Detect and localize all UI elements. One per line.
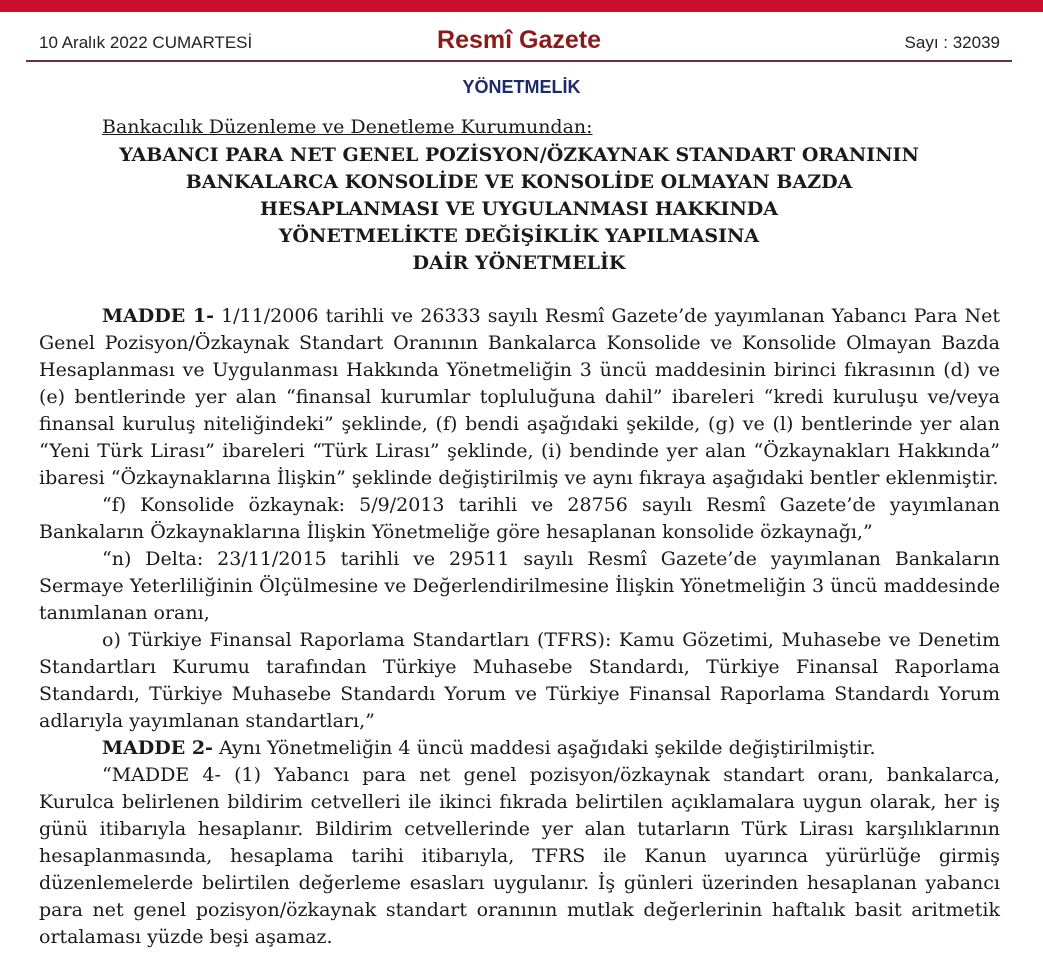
paragraph-f: “f) Konsolide özkaynak: 5/9/2013 tarihli ve 28756 sayılı Resmî Gazete’de yayımlanan Bankaların Özkaynaklarına İlişkin Yönetmeliğe göre hesaplanan konsolide özkaynağı,” (39, 494, 1000, 543)
issuing-authority: Bankacılık Düzenleme ve Denetleme Kurumundan: (102, 116, 593, 138)
regulation-title (38, 142, 1000, 277)
paragraph-o: o) Türkiye Finansal Raporlama Standartları (TFRS): Kamu Gözetimi, Muhasebe ve Denetim Standartları Kurumu tarafından Türkiye Muhasebe Standardı, Türkiye Finansal Raporlama Standardı, Türkiye Muhasebe Standardı Yorum ve Türkiye Finansal Raporlama Standardı Yorum adlarıyla yayımlanan standartları,” (39, 629, 1000, 732)
article-1-label: MADDE 1- (102, 305, 214, 327)
regulation-body (39, 303, 1000, 951)
top-accent-bar (0, 0, 1043, 12)
regulation-title-line: BANKALARCA KONSOLİDE VE KONSOLİDE OLMAYAN BAZDA (185, 171, 853, 193)
issue-number: Sayı : 32039 (904, 33, 1000, 52)
paragraph-madde-4: “MADDE 4- (1) Yabancı para net genel pozisyon/özkaynak standart oranı, bankalarca, Kurulca belirlenen bildirim cetvelleri ile ikinci fıkrada belirtilen açıklamalara uygun olarak, her iş günü itibarıyla hesaplanır. Bildirim cetvellerinde yer alan tutarların Türk Lirası karşılıklarının hesaplanmasında, hesaplama tarihi itibarıyla, TFRS ile Kanun uyarınca yürürlüğe girmiş düzenlemelerde belirtilen değerleme esasları uygulanır. İş günleri üzerinden hesaplanan yabancı para net genel pozisyon/özkaynak standart oranının mutlak değerlerinin haftalık basit aritmetik ortalaması yüzde beşi aşamaz. (39, 764, 1000, 948)
paragraph-n: “n) Delta: 23/11/2015 tarihli ve 29511 sayılı Resmî Gazete’de yayımlanan Bankaların Sermaye Yeterliliğinin Ölçülmesine ve Değerlendirilmesine İlişkin Yönetmeliğin 3 üncü maddesinde tanımlanan oranı, (39, 548, 1000, 624)
gazette-title: Resmî Gazete (437, 26, 601, 54)
article-1-text: 1/11/2006 tarihli ve 26333 sayılı Resmî Gazete’de yayımlanan Yabancı Para Net Genel Pozisyon/Özkaynak Standart Oranının Bankalarca Konsolide ve Konsolide Olmayan Bazda Hesaplanması ve Uygulanması Hakkında Yönetmeliğin 3 üncü maddesinin birinci fıkrasının (d) ve (e) bentlerinde yer alan “finansal kurumlar topluluğuna dahil” ibareleri “kredi kuruluşu ve/veya finansal kuruluş niteliğindeki” şeklinde, (f) bendi aşağıdaki şekilde, (g) ve (l) bentlerinde yer alan “Yeni Türk Lirası” ibareleri “Türk Lirası” şeklinde, (i) bendinde yer alan “Özkaynakları Hakkında” ibaresi “Özkaynaklarına İlişkin” şeklinde değiştirilmiş ve aynı fıkraya aşağıdaki bentler eklenmiştir. (39, 305, 1000, 489)
section-label: YÖNETMELİK (462, 77, 581, 97)
regulation-title-line: HESAPLANMASI VE UYGULANMASI HAKKINDA (259, 198, 779, 220)
article-2-label: MADDE 2- (102, 737, 213, 759)
article-2 (39, 735, 1000, 762)
header-divider (26, 60, 1012, 62)
regulation-title-line: YABANCI PARA NET GENEL POZİSYON/ÖZKAYNAK STANDART ORANININ (119, 144, 919, 166)
regulation-title-line: DAİR YÖNETMELİK (412, 252, 626, 274)
article-1 (39, 303, 1000, 492)
regulation-title-line: YÖNETMELİKTE DEĞİŞİKLİK YAPILMASINA (278, 225, 760, 247)
gazette-header (26, 22, 1012, 62)
article-2-text: Aynı Yönetmeliğin 4 üncü maddesi aşağıdaki şekilde değiştirilmiştir. (212, 737, 876, 759)
issue-date: 10 Aralık 2022 CUMARTESİ (39, 33, 253, 52)
